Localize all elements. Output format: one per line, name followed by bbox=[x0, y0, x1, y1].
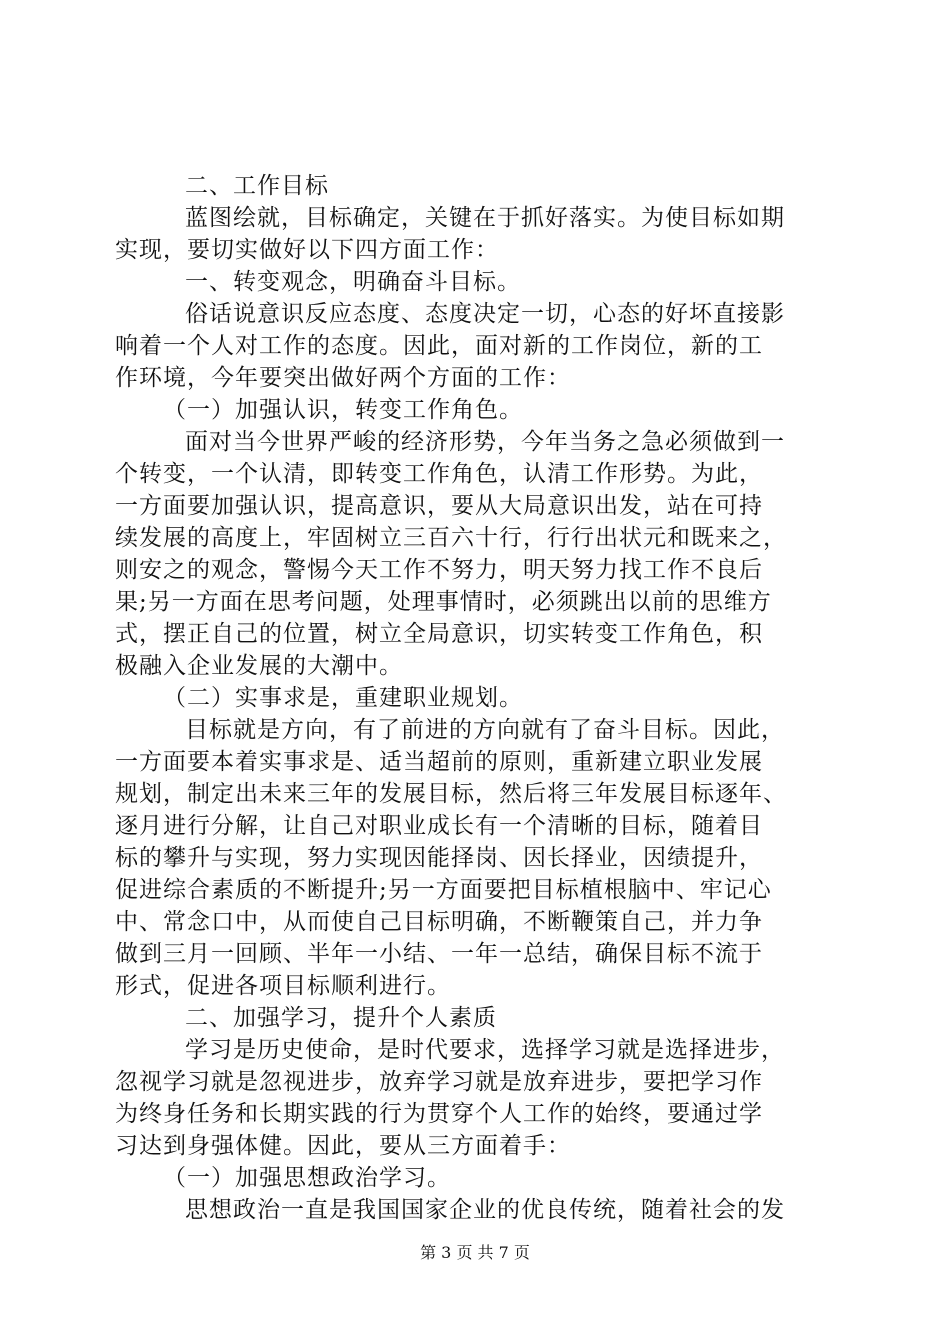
text-line: 一、转变观念，明确奋斗目标。 bbox=[185, 269, 521, 295]
text-line: 个转变，一个认清，即转变工作角色，认清工作形势。为此， bbox=[115, 461, 763, 487]
text-line: 思想政治一直是我国国家企业的优良传统，随着社会的发 bbox=[185, 1197, 785, 1223]
text-line: 规划，制定出未来三年的发展目标，然后将三年发展目标逐年、 bbox=[115, 781, 787, 807]
text-line: 逐月进行分解，让自己对职业成长有一个清晰的目标，随着目 bbox=[115, 813, 763, 839]
text-line: 俗话说意识反应态度、态度决定一切，心态的好坏直接影 bbox=[185, 301, 785, 327]
text-line: 则安之的观念，警惕今天工作不努力，明天努力找工作不良后 bbox=[115, 557, 763, 583]
text-line: 习达到身强体健。因此，要从三方面着手： bbox=[115, 1133, 571, 1159]
text-line: （一）加强思想政治学习。 bbox=[163, 1165, 451, 1191]
text-line: 式，摆正自己的位置，树立全局意识，切实转变工作角色，积 bbox=[115, 621, 763, 647]
text-line: 响着一个人对工作的态度。因此，面对新的工作岗位，新的工 bbox=[115, 333, 763, 359]
text-line: 果;另一方面在思考问题，处理事情时，必须跳出以前的思维方 bbox=[115, 589, 772, 615]
text-line: 蓝图绘就，目标确定，关键在于抓好落实。为使目标如期 bbox=[185, 205, 785, 231]
text-line: 为终身任务和长期实践的行为贯穿个人工作的始终，要通过学 bbox=[115, 1101, 763, 1127]
page-footer: 第 3 页 共 7 页 bbox=[420, 1243, 530, 1262]
text-line: 形式，促进各项目标顺利进行。 bbox=[115, 973, 451, 999]
text-line: 做到三月一回顾、半年一小结、一年一总结，确保目标不流于 bbox=[115, 941, 763, 967]
text-line: 二、加强学习，提升个人素质 bbox=[185, 1005, 497, 1031]
text-line: 目标就是方向，有了前进的方向就有了奋斗目标。因此， bbox=[185, 717, 785, 743]
text-line: （二）实事求是，重建职业规划。 bbox=[163, 685, 523, 711]
text-line: 二、工作目标 bbox=[185, 173, 329, 199]
text-line: 面对当今世界严峻的经济形势，今年当务之急必须做到一 bbox=[185, 429, 785, 455]
text-line: 标的攀升与实现，努力实现因能择岗、因长择业，因绩提升， bbox=[115, 845, 763, 871]
document-body bbox=[115, 170, 835, 1226]
text-line: 极融入企业发展的大潮中。 bbox=[115, 653, 403, 679]
text-line: 学习是历史使命，是时代要求，选择学习就是选择进步， bbox=[185, 1037, 785, 1063]
text-line: 一方面要加强认识，提高意识，要从大局意识出发，站在可持 bbox=[115, 493, 763, 519]
text-line: 忽视学习就是忽视进步，放弃学习就是放弃进步，要把学习作 bbox=[115, 1069, 763, 1095]
text-line: 促进综合素质的不断提升;另一方面要把目标植根脑中、牢记心 bbox=[115, 877, 772, 903]
text-line: 实现，要切实做好以下四方面工作： bbox=[115, 237, 499, 263]
text-line: 一方面要本着实事求是、适当超前的原则，重新建立职业发展 bbox=[115, 749, 763, 775]
text-line: 中、常念口中，从而使自己目标明确，不断鞭策自己，并力争 bbox=[115, 909, 763, 935]
text-line: 续发展的高度上，牢固树立三百六十行，行行出状元和既来之， bbox=[115, 525, 787, 551]
text-line: （一）加强认识，转变工作角色。 bbox=[163, 397, 523, 423]
text-line: 作环境，今年要突出做好两个方面的工作： bbox=[115, 365, 571, 391]
